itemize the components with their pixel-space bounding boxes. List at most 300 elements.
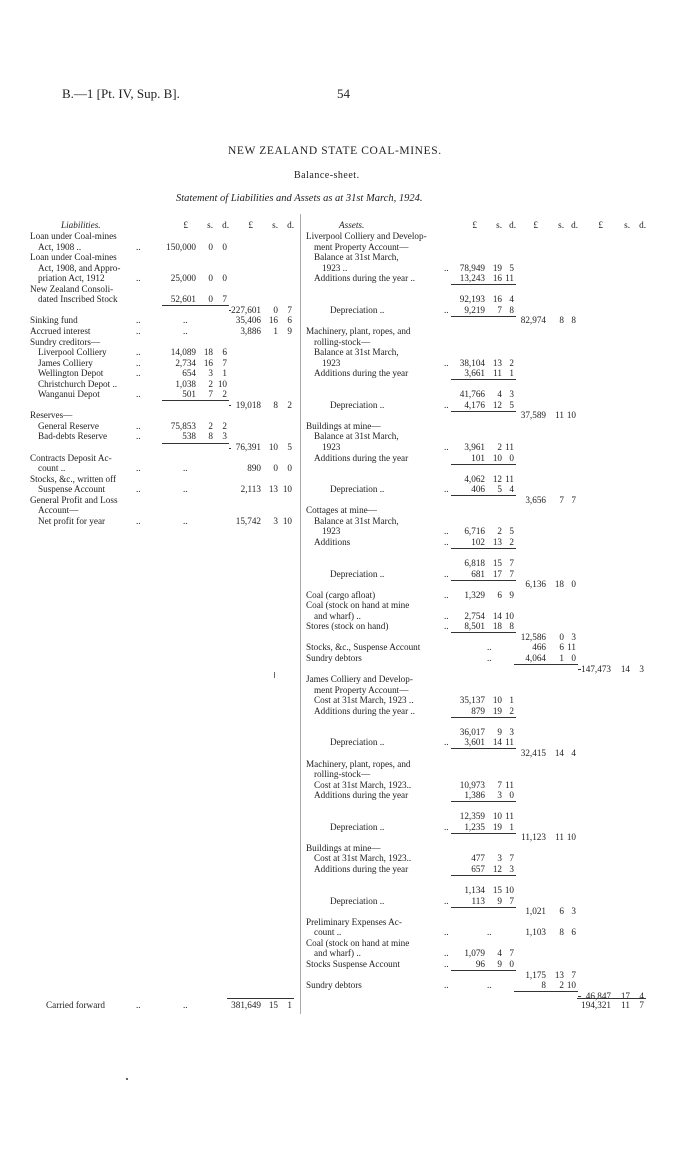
leader-dots: ..: [444, 958, 449, 969]
carry-rule: [229, 448, 231, 449]
column-head-pounds: £: [183, 220, 188, 230]
line-label: Liverpool Colliery: [38, 347, 107, 358]
amount-pounds: 38,104: [459, 357, 485, 368]
leader-dots: ..: [136, 241, 141, 252]
sum-rule: [451, 316, 516, 317]
line-label: and wharf) ..: [314, 610, 361, 621]
amount-pounds: 227,601: [231, 304, 261, 315]
line-label: priation Act, 1912: [38, 273, 105, 284]
amount-pounds: 75,853: [170, 420, 196, 431]
amount-pence: 4: [571, 747, 576, 758]
amount-pence: 1: [509, 695, 514, 706]
leader-dots: ..: [444, 568, 449, 579]
line-label: Buildings at mine—: [306, 420, 381, 431]
amount-pence: 8: [571, 315, 576, 326]
column-head-shillings: s.: [272, 220, 278, 230]
amount-pounds: 150,000: [166, 241, 196, 252]
amount-pounds: 96: [475, 958, 485, 969]
amount-shillings: 18: [554, 579, 564, 590]
amount-pounds: 501: [182, 389, 196, 400]
amount-pence: 10: [282, 515, 292, 526]
amount-pounds: 101: [471, 452, 485, 463]
leader-dots: ..: [487, 927, 492, 938]
amount-pounds: 3,601: [464, 737, 485, 748]
amount-pounds: 8: [541, 980, 546, 991]
amount-shillings: 11: [621, 1000, 630, 1010]
line-label: Balance at 31st March,: [314, 252, 399, 263]
amount-pounds: 4,062: [464, 473, 485, 484]
amount-shillings: 10: [492, 452, 502, 463]
amount-pence: 1: [287, 1000, 292, 1010]
line-label: Additions during the year ..: [314, 705, 416, 716]
line-label: Suspense Account: [38, 484, 106, 495]
amount-pounds: 879: [471, 705, 485, 716]
amount-shillings: 8: [559, 315, 564, 326]
amount-pence: 0: [509, 958, 514, 969]
line-label: Coal (stock on hand at mine: [306, 937, 410, 948]
amount-shillings: 12: [492, 473, 502, 484]
amount-pence: 11: [505, 273, 514, 284]
amount-pence: 11: [567, 642, 576, 653]
carry-rule: [229, 405, 231, 406]
line-label: Balance at 31st March,: [314, 515, 399, 526]
amount-pence: 9: [509, 589, 514, 600]
line-label: Additions during the year: [314, 864, 409, 874]
leader-dots: ..: [183, 484, 188, 495]
line-label: Loan under Coal-mines: [30, 231, 117, 241]
header-reference: B.—1 [Pt. IV, Sup. B].: [62, 86, 180, 101]
leader-dots: ..: [136, 273, 141, 284]
sum-rule: [451, 801, 516, 802]
leader-dots: ..: [444, 262, 449, 273]
line-label: Christchurch Depot ..: [38, 378, 118, 389]
sum-rule: [451, 411, 516, 412]
amount-pence: 3: [509, 389, 514, 400]
amount-pence: 7: [509, 558, 514, 569]
line-label: Depreciation ..: [330, 821, 385, 832]
column-head-pence: d.: [509, 220, 516, 230]
amount-shillings: 14: [554, 747, 564, 758]
line-label: General Reserve: [38, 420, 99, 431]
line-label: Additions during the year: [314, 368, 409, 379]
amount-pence: 7: [222, 357, 227, 368]
line-label: James Colliery: [38, 357, 93, 368]
amount-pounds: 4,176: [464, 399, 485, 410]
sum-rule: [162, 400, 229, 401]
line-label: 1923: [322, 357, 341, 368]
amount-pounds: 8,501: [464, 621, 485, 632]
amount-pence: 0: [509, 790, 514, 801]
amount-pounds: 1,386: [464, 790, 485, 801]
amount-pence: 10: [566, 410, 576, 421]
amount-pounds: 406: [471, 484, 485, 495]
amount-pounds: 11,123: [521, 832, 546, 843]
amount-shillings: 6: [559, 906, 564, 917]
column-head-label: Assets.: [339, 220, 365, 230]
column-head-pence: d.: [639, 220, 646, 230]
amount-pounds: 1,235: [464, 821, 485, 832]
amount-shillings: 8: [559, 927, 564, 938]
column-head-pounds: £: [248, 220, 253, 230]
leader-dots: ..: [183, 463, 188, 474]
amount-pounds: 1,103: [525, 927, 546, 938]
column-head-shillings: s.: [558, 220, 564, 230]
amount-pence: 5: [509, 399, 514, 410]
amount-shillings: 15: [268, 1000, 278, 1010]
leader-dots: ..: [444, 821, 449, 832]
column-head-label: Liabilities.: [61, 220, 101, 230]
amount-pounds: 15,742: [235, 515, 261, 526]
leader-dots: ..: [136, 420, 141, 431]
column-head-pence: d.: [222, 220, 229, 230]
amount-pence: 3: [509, 864, 514, 874]
column-head-shillings: s.: [207, 220, 213, 230]
amount-pounds: 3,886: [240, 325, 261, 336]
sum-rule: [451, 548, 516, 549]
amount-shillings: 0: [559, 631, 564, 642]
line-label: Cost at 31st March, 1923..: [314, 853, 412, 864]
line-label: ment Property Account—: [314, 684, 409, 695]
amount-pounds: 6,818: [464, 558, 485, 569]
amount-pence: 2: [222, 420, 227, 431]
amount-shillings: 8: [273, 399, 278, 410]
line-label: Preliminary Expenses Ac-: [306, 916, 402, 927]
line-label: and wharf) ..: [314, 948, 361, 959]
amount-pounds: 41,766: [459, 389, 485, 400]
amount-pence: 7: [509, 895, 514, 906]
line-label: Depreciation ..: [330, 399, 385, 410]
amount-pounds: 46,847: [585, 990, 611, 1001]
leader-dots: ..: [444, 399, 449, 410]
amount-shillings: 8: [208, 431, 213, 442]
line-label: Sundry debtors: [306, 653, 362, 663]
column-head-pounds: £: [598, 220, 603, 230]
amount-shillings: 4: [497, 948, 502, 959]
amount-pounds: 654: [182, 368, 196, 379]
amount-pence: 1: [509, 368, 514, 379]
line-label: Additions during the year: [314, 790, 409, 801]
leader-dots: ..: [444, 442, 449, 452]
amount-shillings: 7: [559, 494, 564, 505]
amount-shillings: 18: [203, 347, 213, 358]
line-label: James Colliery and Develop-: [306, 674, 413, 685]
amount-pence: 3: [571, 631, 576, 642]
amount-pence: 1: [222, 368, 227, 379]
amount-pounds: 113: [471, 895, 485, 906]
amount-pence: 6: [222, 347, 227, 358]
amount-shillings: 13: [268, 484, 278, 495]
amount-shillings: 2: [559, 980, 564, 991]
amount-pounds: 3,961: [464, 442, 485, 452]
amount-pounds: 657: [471, 864, 485, 874]
amount-pounds: 78,949: [459, 262, 485, 273]
column-head-pounds: £: [533, 220, 538, 230]
leader-dots: ..: [444, 536, 449, 547]
amount-pence: 7: [571, 494, 576, 505]
amount-pounds: 32,415: [520, 747, 546, 758]
amount-pence: 11: [505, 779, 514, 790]
amount-pounds: 2,754: [464, 610, 485, 621]
amount-pence: 4: [639, 990, 644, 1001]
line-label: Reserves—: [30, 410, 73, 421]
leader-dots: ..: [444, 948, 449, 959]
line-label: Depreciation ..: [330, 484, 385, 495]
line-label: Coal (cargo afloat): [306, 589, 376, 600]
amount-shillings: 17: [620, 990, 630, 1001]
amount-pence: 2: [509, 705, 514, 716]
amount-pounds: 477: [471, 853, 485, 864]
amount-shillings: 10: [492, 811, 502, 822]
amount-shillings: 4: [497, 389, 502, 400]
sum-rule: [451, 632, 516, 633]
amount-pounds: 14,089: [170, 347, 196, 358]
line-label: Balance at 31st March,: [314, 347, 399, 358]
sum-rule: [514, 664, 578, 665]
column-divider: [300, 214, 301, 1014]
amount-pounds: 1,021: [525, 906, 546, 917]
divider-tick: [274, 672, 275, 678]
line-label: Cottages at mine—: [306, 505, 377, 516]
sum-rule: [451, 284, 516, 285]
amount-pounds: 92,193: [459, 294, 485, 305]
amount-pounds: 3,661: [464, 368, 485, 379]
line-label: Stores (stock on hand): [306, 621, 389, 632]
amount-pence: 0: [509, 452, 514, 463]
line-label: Sundry creditors—: [30, 336, 101, 347]
amount-pence: 3: [509, 726, 514, 737]
amount-pence: 3: [639, 663, 644, 674]
sum-rule: [162, 305, 229, 306]
amount-shillings: 11: [493, 368, 502, 379]
carry-rule: [229, 310, 231, 311]
amount-shillings: 1: [273, 325, 278, 336]
amount-shillings: 9: [497, 726, 502, 737]
amount-pence: 2: [509, 357, 514, 368]
sum-rule: [451, 833, 516, 834]
leader-dots: ..: [183, 325, 188, 336]
amount-shillings: 0: [208, 241, 213, 252]
amount-pence: 11: [505, 811, 514, 822]
amount-pounds: 1,134: [464, 885, 485, 896]
leader-dots: ..: [136, 431, 141, 442]
amount-shillings: 13: [492, 357, 502, 368]
leader-dots: ..: [444, 526, 449, 537]
line-label: Stocks, &c., Suspense Account: [306, 642, 421, 653]
amount-shillings: 11: [555, 832, 564, 843]
leader-dots: ..: [136, 325, 141, 336]
amount-shillings: 6: [497, 589, 502, 600]
amount-pounds: 102: [471, 536, 485, 547]
sum-rule: [451, 970, 516, 971]
amount-pence: 7: [509, 568, 514, 579]
amount-pence: 0: [222, 273, 227, 284]
amount-pence: 8: [509, 304, 514, 315]
sum-rule: [162, 443, 229, 444]
carry-rule: [578, 669, 581, 670]
line-label: Depreciation ..: [330, 568, 385, 579]
amount-pounds: 1,329: [464, 589, 485, 600]
amount-shillings: 7: [497, 779, 502, 790]
amount-shillings: 1: [559, 653, 564, 663]
amount-pence: 8: [509, 621, 514, 632]
amount-pounds: 6,716: [464, 526, 485, 537]
amount-pounds: 1,175: [525, 969, 546, 980]
leader-dots: ..: [183, 1000, 188, 1010]
amount-shillings: 11: [555, 410, 564, 421]
amount-shillings: 16: [268, 315, 278, 326]
amount-pounds: 381,649: [231, 1000, 261, 1010]
leader-dots: ..: [136, 315, 141, 326]
amount-pence: 2: [509, 536, 514, 547]
line-label: Stocks Suspense Account: [306, 958, 400, 969]
document-title: NEW ZEALAND STATE COAL-MINES.: [228, 145, 442, 157]
amount-pounds: 25,000: [170, 273, 196, 284]
leader-dots: ..: [183, 515, 188, 526]
amount-shillings: 3: [208, 368, 213, 379]
leader-dots: ..: [136, 1000, 141, 1010]
amount-pounds: 681: [471, 568, 485, 579]
carried-forward-label: Carried forward: [46, 1000, 105, 1010]
amount-shillings: 19: [492, 821, 502, 832]
amount-pounds: 37,589: [520, 410, 546, 421]
leader-dots: ..: [487, 653, 492, 663]
line-label: Contracts Deposit Ac-: [30, 452, 112, 463]
statement-heading: Statement of Liabilities and Assets as at 31st March, 1924.: [176, 193, 423, 204]
amount-pence: 7: [509, 853, 514, 864]
amount-pence: 4: [509, 484, 514, 495]
leader-dots: ..: [183, 315, 188, 326]
amount-pence: 0: [222, 241, 227, 252]
amount-pounds: 35,406: [235, 315, 261, 326]
amount-shillings: 15: [492, 885, 502, 896]
sum-rule: [451, 379, 516, 380]
amount-pounds: 466: [532, 642, 546, 653]
leader-dots: ..: [487, 980, 492, 991]
leader-dots: ..: [136, 368, 141, 379]
amount-shillings: 2: [497, 526, 502, 537]
amount-shillings: 2: [497, 442, 502, 452]
line-label: Cost at 31st March, 1923 ..: [314, 695, 414, 706]
line-label: Stocks, &c., written off: [30, 473, 117, 484]
carry-rule: [578, 996, 581, 997]
amount-shillings: 9: [497, 895, 502, 906]
line-label: Liverpool Colliery and Develop-: [306, 231, 427, 241]
line-label: Net profit for year: [38, 515, 106, 526]
total-rule: [577, 998, 646, 999]
column-head-pence: d.: [287, 220, 294, 230]
amount-pence: 7: [639, 1000, 644, 1010]
column-head-pence: d.: [571, 220, 578, 230]
amount-pence: 4: [509, 294, 514, 305]
amount-pence: 10: [504, 610, 514, 621]
line-label: Accrued interest: [30, 325, 91, 336]
ink-dot: [126, 1078, 128, 1080]
column-head-shillings: s.: [496, 220, 502, 230]
line-label: rolling-stock—: [314, 769, 371, 780]
amount-pence: 5: [509, 526, 514, 537]
sum-rule: [451, 464, 516, 465]
column-head-pounds: £: [472, 220, 477, 230]
amount-pounds: 147,473: [581, 663, 611, 674]
leader-dots: ..: [136, 484, 141, 495]
amount-shillings: 12: [492, 864, 502, 874]
leader-dots: ..: [136, 389, 141, 400]
leader-dots: ..: [136, 515, 141, 526]
amount-shillings: 0: [273, 463, 278, 474]
line-label: Loan under Coal-mines: [30, 252, 117, 263]
amount-pounds: 194,321: [581, 1000, 611, 1010]
amount-pence: 11: [505, 737, 514, 748]
leader-dots: ..: [136, 347, 141, 358]
document-subtitle: Balance-sheet.: [294, 170, 360, 181]
leader-dots: ..: [136, 357, 141, 368]
amount-pounds: 1,079: [464, 948, 485, 959]
sum-rule: [451, 580, 516, 581]
line-label: Account—: [38, 505, 79, 516]
amount-shillings: 16: [492, 294, 502, 305]
amount-shillings: 7: [208, 389, 213, 400]
amount-pence: 3: [222, 431, 227, 442]
amount-pounds: 76,391: [235, 442, 261, 452]
amount-pence: 7: [571, 969, 576, 980]
total-rule: [227, 998, 294, 999]
amount-shillings: 18: [492, 621, 502, 632]
sum-rule: [514, 991, 578, 992]
amount-pounds: 538: [182, 431, 196, 442]
line-label: 1923: [322, 442, 341, 452]
line-label: Machinery, plant, ropes, and: [306, 325, 411, 336]
amount-pounds: 3,656: [525, 494, 546, 505]
amount-pounds: 35,137: [459, 695, 485, 706]
amount-pence: 3: [571, 906, 576, 917]
amount-shillings: 3: [497, 790, 502, 801]
amount-pence: 11: [505, 473, 514, 484]
amount-pounds: 12,586: [520, 631, 546, 642]
line-label: Depreciation ..: [330, 895, 385, 906]
amount-shillings: 19: [492, 705, 502, 716]
amount-shillings: 2: [208, 378, 213, 389]
amount-shillings: 5: [497, 484, 502, 495]
amount-pounds: 52,601: [170, 294, 196, 305]
line-label: Wellington Depot: [38, 368, 104, 379]
sum-rule: [451, 875, 516, 876]
amount-pence: 0: [571, 579, 576, 590]
line-label: Wanganui Depot: [38, 389, 100, 400]
line-label: Coal (stock on hand at mine: [306, 600, 410, 611]
amount-shillings: 14: [492, 610, 502, 621]
amount-pounds: 4,064: [525, 653, 546, 663]
leader-dots: ..: [444, 357, 449, 368]
amount-shillings: 17: [492, 568, 502, 579]
column-head-shillings: s.: [624, 220, 630, 230]
amount-pence: 9: [287, 325, 292, 336]
line-label: ment Property Account—: [314, 241, 409, 252]
line-label: Buildings at mine—: [306, 842, 381, 853]
amount-pence: 10: [217, 378, 227, 389]
amount-pence: 7: [287, 304, 292, 315]
line-label: Sundry debtors: [306, 980, 362, 991]
line-label: Depreciation ..: [330, 737, 385, 748]
sum-rule: [451, 748, 516, 749]
amount-pounds: 12,359: [459, 811, 485, 822]
sum-rule: [451, 907, 516, 908]
amount-pence: 6: [287, 315, 292, 326]
line-label: Additions during the year: [314, 452, 409, 463]
leader-dots: ..: [444, 895, 449, 906]
amount-shillings: 10: [268, 442, 278, 452]
amount-shillings: 13: [492, 536, 502, 547]
amount-pounds: 2,113: [240, 484, 261, 495]
